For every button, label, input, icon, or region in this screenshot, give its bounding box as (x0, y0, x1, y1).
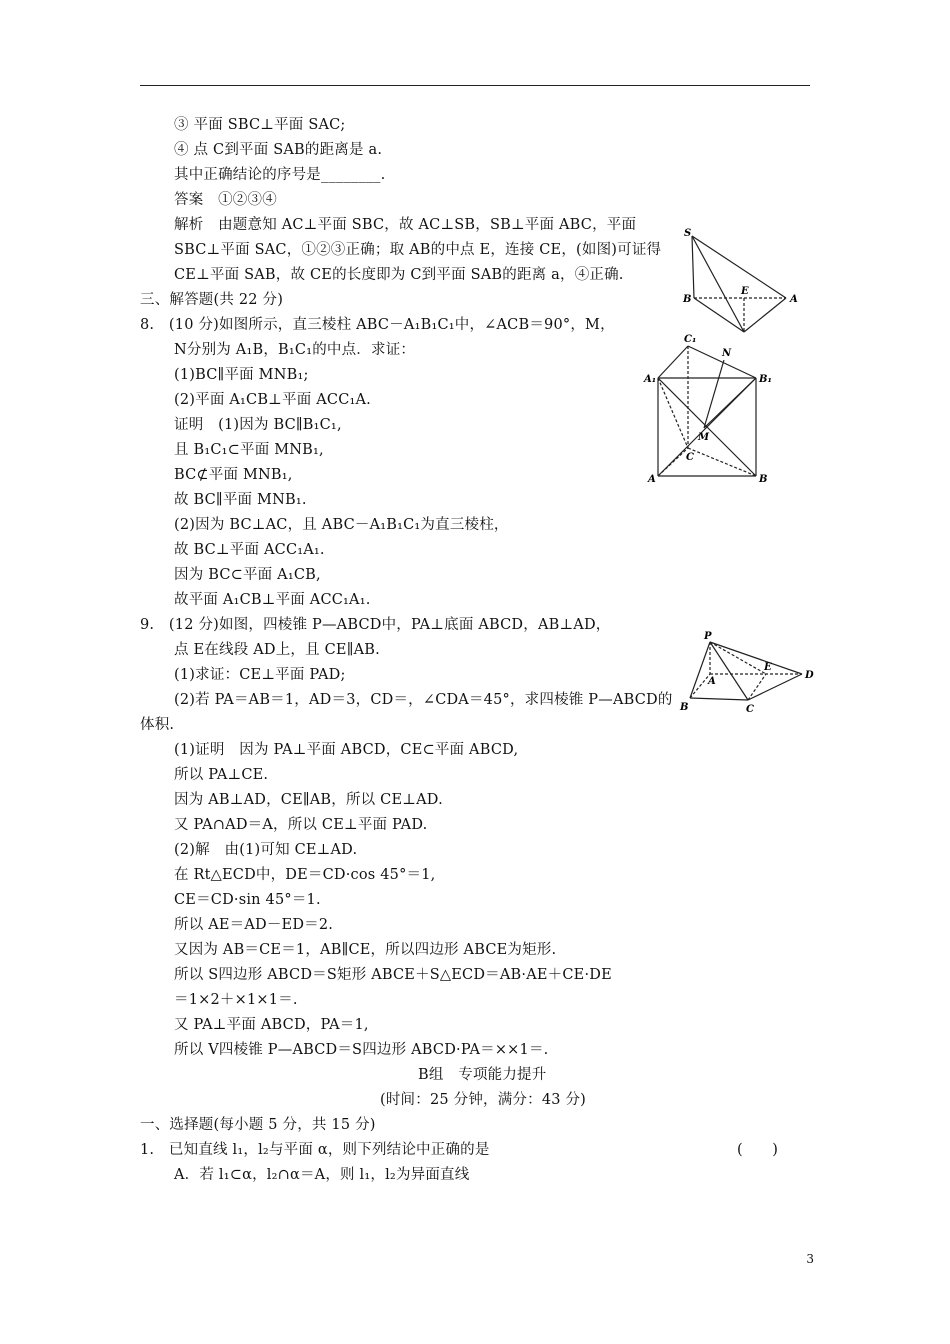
text-line: ( ) (737, 1142, 779, 1158)
text-line: 一、选择题(每小题 5 分，共 15 分) (140, 1117, 376, 1133)
text-line: ＝1×2＋×1×1＝. (174, 992, 298, 1008)
text-line: 又 PA∩AD＝A，所以 CE⊥平面 PAD. (174, 817, 428, 833)
text-line: 1. 已知直线 l₁，l₂与平面 α，则下列结论中正确的是 (140, 1142, 490, 1158)
text-line: 又因为 AB＝CE＝1，AB∥CE，所以四边形 ABCE为矩形. (174, 942, 557, 958)
text-line: 所以 AE＝AD－ED＝2. (174, 917, 334, 933)
text-line: 所以 PA⊥CE. (174, 767, 269, 783)
text-line: 8. (10 分)如图所示，直三棱柱 ABC－A₁B₁C₁中，∠ACB＝90°，M， (140, 317, 615, 333)
text-line: 故 BC⊥平面 ACC₁A₁. (174, 542, 325, 558)
text-line: (2)因为 BC⊥AC，且 ABC－A₁B₁C₁为直三棱柱， (174, 517, 509, 533)
text-line: 9. (12 分)如图，四棱锥 P—ABCD中，PA⊥底面 ABCD，AB⊥AD， (140, 617, 611, 633)
text-line: 且 B₁C₁⊂平面 MNB₁, (174, 442, 324, 458)
text-line: ④ 点 C到平面 SAB的距离是 a. (174, 142, 383, 158)
text-line: 又 PA⊥平面 ABCD，PA＝1, (174, 1017, 369, 1033)
fig2-label-a1: A₁ (644, 374, 657, 385)
text-line: 答案 ①②③④ (174, 192, 277, 208)
fig1-label-b: B (683, 294, 692, 305)
text-line: 因为 AB⊥AD，CE∥AB，所以 CE⊥AD. (174, 792, 443, 808)
fig2-label-n: N (722, 348, 732, 359)
page-number: 3 (806, 1252, 814, 1266)
figure-tetrahedron-sabc (676, 222, 806, 338)
text-line: 故 BC∥平面 MNB₁. (174, 492, 307, 508)
text-line: BC⊄平面 MNB₁, (174, 467, 293, 483)
fig1-label-s: S (684, 228, 692, 239)
fig3-label-d: D (805, 670, 814, 681)
text-line: (2)解 由(1)可知 CE⊥AD. (174, 842, 358, 858)
text-line: (1)证明 因为 PA⊥平面 ABCD，CE⊂平面 ABCD, (174, 742, 519, 758)
fig2-label-a: A (648, 474, 656, 485)
text-line: 故平面 A₁CB⊥平面 ACC₁A₁. (174, 592, 371, 608)
fig2-label-b1: B₁ (759, 374, 772, 385)
fig2-label-c: C (686, 452, 694, 463)
fig3-label-e: E (764, 662, 772, 673)
text-line: CE⊥平面 SAB，故 CE的长度即为 C到平面 SAB的距离 a，④正确. (174, 267, 624, 283)
text-line: 三、解答题(共 22 分) (140, 292, 284, 308)
text-line: N分别为 A₁B，B₁C₁的中点．求证： (174, 342, 416, 358)
header-rule (140, 85, 810, 86)
text-line: 所以 V四棱锥 P—ABCD＝S四边形 ABCD·PA＝××1＝. (174, 1042, 549, 1058)
text-line: (2)平面 A₁CB⊥平面 ACC₁A. (174, 392, 371, 408)
fig3-label-p: P (704, 631, 712, 642)
fig2-label-c1: C₁ (684, 334, 697, 345)
text-line: ③ 平面 SBC⊥平面 SAC; (174, 117, 346, 133)
fig3-label-c: C (746, 704, 754, 715)
fig2-label-b: B (759, 474, 768, 485)
fig2-label-m: M (698, 432, 710, 443)
text-line: SBC⊥平面 SAC，①②③正确；取 AB的中点 E，连接 CE，(如图)可证得 (174, 242, 662, 258)
text-line: 点 E在线段 AD上，且 CE∥AB. (174, 642, 380, 658)
text-line: A．若 l₁⊂α，l₂∩α＝A，则 l₁，l₂为异面直线 (174, 1167, 470, 1183)
text-line: B组 专项能力提升 (418, 1067, 547, 1083)
text-line: 在 Rt△ECD中，DE＝CD·cos 45°＝1, (174, 867, 436, 883)
text-line: 解析 由题意知 AC⊥平面 SBC，故 AC⊥SB，SB⊥平面 ABC，平面 (174, 217, 637, 233)
fig3-label-b: B (680, 702, 689, 713)
fig3-label-a: A (708, 676, 716, 687)
figure-pyramid-pabcd (676, 628, 820, 718)
fig1-label-e: E (741, 286, 749, 297)
text-line: 因为 BC⊂平面 A₁CB, (174, 567, 321, 583)
fig1-label-a: A (790, 294, 798, 305)
text-line: (时间：25 分钟，满分：43 分) (380, 1092, 587, 1108)
text-line: (1)BC∥平面 MNB₁; (174, 367, 309, 383)
text-line: 证明 (1)因为 BC∥B₁C₁, (174, 417, 342, 433)
text-line: (2)若 PA＝AB＝1，AD＝3，CD＝，∠CDA＝45°，求四棱锥 P—ABCD的 (174, 692, 673, 708)
text-line: (1)求证：CE⊥平面 PAD; (174, 667, 346, 683)
text-line: 其中正确结论的序号是________. (174, 167, 386, 183)
text-line: CE＝CD·sin 45°＝1. (174, 892, 321, 908)
figure-triangular-prism (642, 330, 782, 490)
text-line: 体积. (140, 717, 175, 733)
text-line: 所以 S四边形 ABCD＝S矩形 ABCE＋S△ECD＝AB·AE＋CE·DE (174, 967, 612, 983)
